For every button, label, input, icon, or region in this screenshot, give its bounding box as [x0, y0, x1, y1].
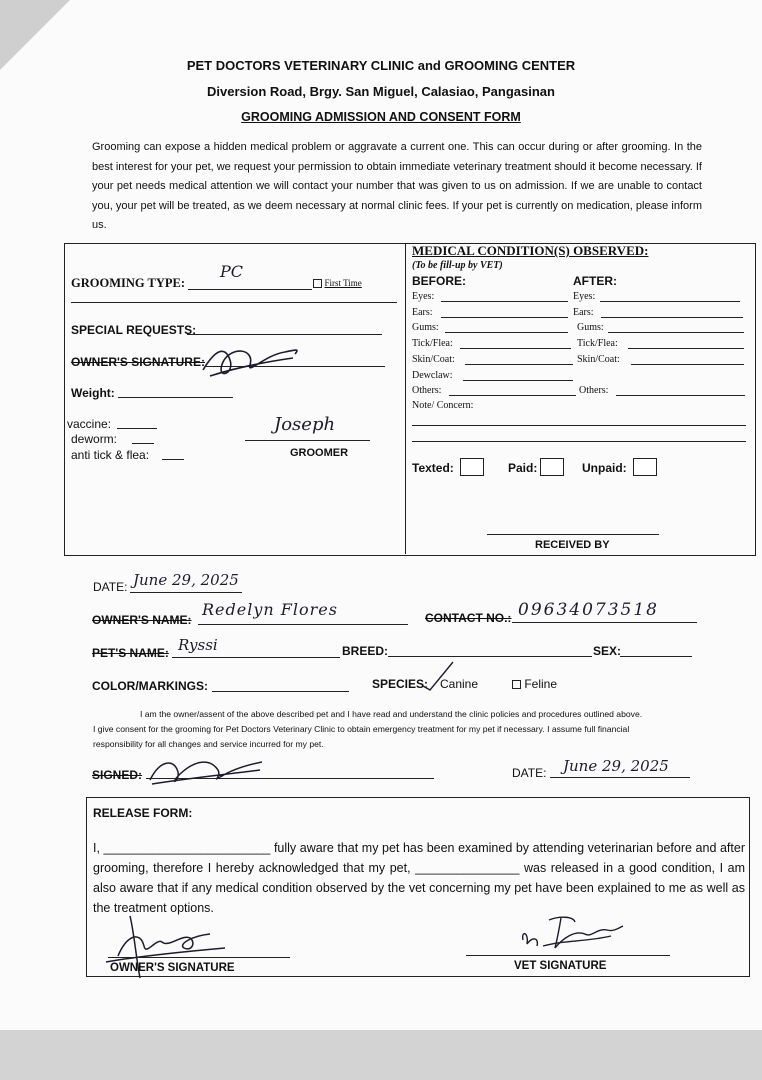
date-line [130, 592, 242, 593]
after-gums-line[interactable] [608, 332, 744, 333]
before-others-line[interactable] [449, 395, 576, 396]
before-tick-label: Tick/Flea: [412, 338, 453, 349]
after-ears-label: Ears: [573, 307, 594, 318]
after-eyes-label: Eyes: [573, 291, 596, 302]
owner-signature-label: OWNER'S SIGNATURE: [71, 355, 205, 369]
pet-name-label: PET'S NAME: [92, 646, 169, 660]
received-by-label: RECEIVED BY [535, 539, 610, 551]
clinic-address: Diversion Road, Brgy. San Miguel, Calasiao, Pangasinan [207, 84, 555, 99]
pet-name-value[interactable]: Ryssi [178, 636, 218, 654]
groomer-name[interactable]: Joseph [274, 414, 336, 435]
owner-name-value[interactable]: Redelyn Flores [202, 600, 338, 619]
anti-tick-line[interactable] [162, 459, 184, 460]
owner-release-signature-line[interactable] [108, 957, 290, 958]
after-tick-line[interactable] [628, 348, 744, 349]
consent-date-label: DATE: [512, 766, 547, 780]
vet-signature-line[interactable] [466, 955, 670, 956]
date-value[interactable]: June 29, 2025 [133, 571, 239, 589]
medical-subtitle: (To be fill-up by VET) [412, 260, 503, 271]
before-eyes-line[interactable] [441, 301, 568, 302]
first-time-checkbox[interactable] [313, 279, 322, 288]
before-label: BEFORE: [412, 274, 466, 288]
release-form-text: I, ________________________ fully aware that my pet has been examined by attending veterinarian before and after grooming, therefore I hereby acknowledged that my pet, _______________ was released in a good condition, I am also aware that if any medical condition observed by the vet concerning my pet have been explained to me as well as the treatment options. [93, 841, 745, 915]
consent-line-3: responsibility for all changes and service incurred for my pet. [93, 739, 324, 749]
before-gums-label: Gums: [412, 322, 439, 333]
after-eyes-line[interactable] [600, 301, 740, 302]
feline-label: Feline [524, 677, 558, 691]
first-time-label: First Time [324, 278, 362, 288]
groomer-label: GROOMER [290, 447, 349, 459]
consent-date-line [550, 777, 690, 778]
texted-label: Texted: [412, 461, 454, 475]
after-others-label: Others: [579, 385, 609, 396]
vet-signature-scribble [515, 910, 625, 955]
feline-option[interactable] [512, 677, 557, 691]
before-skin-line[interactable] [465, 364, 573, 365]
column-divider [405, 244, 406, 554]
sex-label: SEX: [593, 644, 622, 658]
owner-signature-scribble [195, 340, 305, 385]
consent-line-1: I am the owner/assent of the above described pet and I have read and understand the clinic policies and procedures outlined above. [140, 709, 643, 719]
special-requests-label: SPECIAL REQUESTS: [71, 323, 197, 337]
weight-line[interactable] [118, 397, 233, 398]
note-line-2[interactable] [412, 441, 746, 442]
vet-signature-label: VET SIGNATURE [514, 960, 607, 972]
before-ears-line[interactable] [441, 317, 568, 318]
deworm-line[interactable] [132, 443, 154, 444]
unpaid-label: Unpaid: [582, 461, 627, 475]
grooming-extra-line [71, 302, 397, 303]
owner-name-label: OWNER'S NAME: [92, 613, 192, 627]
date-label: DATE: [93, 580, 128, 594]
first-time-option[interactable] [313, 278, 362, 288]
consent-line-2: I give consent for the grooming for Pet Doctors Veterinary Clinic to obtain emergency treatment for my pet if necessary. I assume full financial [93, 724, 630, 734]
deworm-label: deworm: [71, 432, 118, 446]
groomer-line [245, 440, 370, 441]
after-tick-label: Tick/Flea: [577, 338, 618, 349]
vaccine-line[interactable] [117, 428, 157, 429]
after-gums-label: Gums: [577, 322, 604, 333]
received-by-line[interactable] [487, 534, 659, 535]
before-eyes-label: Eyes: [412, 291, 435, 302]
consent-date-value[interactable]: June 29, 2025 [563, 757, 669, 775]
note-concern-label: Note/ Concern: [412, 400, 474, 411]
grooming-type-value[interactable]: PC [220, 262, 244, 281]
canine-label[interactable]: Canine [440, 677, 479, 691]
breed-line[interactable] [388, 656, 592, 657]
release-form-title: RELEASE FORM: [93, 806, 193, 820]
breed-label: BREED: [342, 644, 389, 658]
owner-release-signature-label: OWNER'S SIGNATURE [110, 962, 235, 974]
intro-paragraph: Grooming can expose a hidden medical problem or aggravate a current one. This can occur during or after grooming. In the best interest for your pet, we request your permission to obtain immediate veterinary treatment should it become necessary. If your pet needs medical attention we will contact your number that was given to us on admission. If we are unable to contact you, your pet will be treated, as we deem necessary at normal clinic fees. If your pet is currently on medication, please inform us. [92, 141, 702, 231]
clinic-name: PET DOCTORS VETERINARY CLINIC and GROOMING CENTER [186, 58, 576, 73]
feline-checkbox[interactable] [512, 680, 521, 689]
grooming-type-line [188, 289, 312, 290]
note-line-1[interactable] [412, 425, 746, 426]
special-requests-line[interactable] [187, 334, 382, 335]
color-markings-label: COLOR/MARKINGS: [92, 679, 208, 693]
vaccine-label: vaccine: [67, 417, 112, 431]
species-label: SPECIES: [372, 677, 429, 691]
before-gums-line[interactable] [445, 332, 568, 333]
signed-scribble [140, 752, 265, 792]
after-label: AFTER: [573, 274, 617, 288]
contact-value[interactable]: 09634073518 [518, 600, 659, 620]
before-dewclaw-label: Dewclaw: [412, 370, 453, 381]
scan-background [0, 1030, 762, 1080]
contact-label: CONTACT NO.: [425, 611, 512, 625]
form-title: GROOMING ADMISSION AND CONSENT FORM [241, 110, 521, 124]
anti-tick-label: anti tick & flea: [71, 448, 150, 462]
pet-name-line [172, 657, 340, 658]
paid-checkbox[interactable] [540, 458, 564, 476]
before-dewclaw-line[interactable] [463, 380, 573, 381]
color-markings-line[interactable] [212, 691, 349, 692]
texted-checkbox[interactable] [460, 458, 484, 476]
medical-title: MEDICAL CONDITION(S) OBSERVED: [412, 243, 649, 258]
before-skin-label: Skin/Coat: [412, 354, 455, 365]
before-others-label: Others: [412, 385, 442, 396]
grooming-type-label: GROOMING TYPE: [71, 276, 186, 290]
after-ears-line[interactable] [601, 317, 743, 318]
before-ears-label: Ears: [412, 307, 433, 318]
after-others-line[interactable] [616, 395, 745, 396]
signed-label: SIGNED: [92, 768, 143, 782]
contact-line [512, 622, 697, 623]
paid-label: Paid: [508, 461, 538, 475]
after-skin-label: Skin/Coat: [577, 354, 620, 365]
unpaid-checkbox[interactable] [633, 458, 657, 476]
owner-name-line [198, 624, 408, 625]
weight-label: Weight: [71, 386, 115, 400]
after-skin-line[interactable] [631, 364, 744, 365]
before-tick-line[interactable] [460, 348, 571, 349]
sex-line[interactable] [620, 656, 692, 657]
